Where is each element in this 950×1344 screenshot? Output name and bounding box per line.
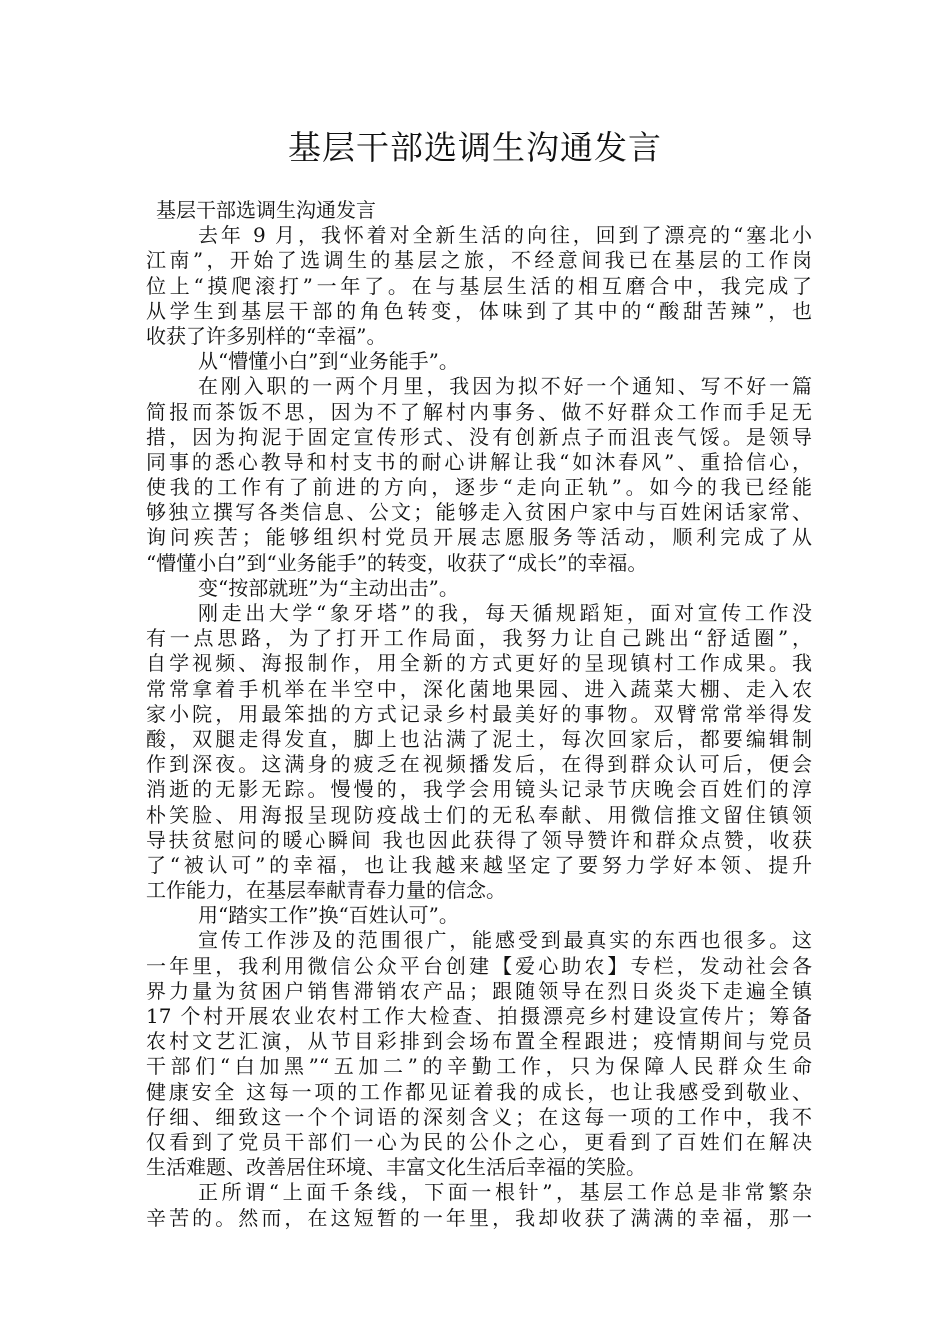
paragraph-line: “懵懂小白”到“业务能手”的转变，收获了“成长”的幸福。 xyxy=(146,550,648,575)
paragraph-line: 收获了许多别样的“幸福”。 xyxy=(146,323,387,348)
section-heading: 变“按部就班”为“主动出击”。 xyxy=(198,575,459,600)
paragraph-line: 去年 9 月，我怀着对全新生活的向往，回到了漂亮的“塞北小 xyxy=(198,223,812,248)
paragraph-line: 同事的悉心教导和村支书的耐心讲解让我“如沐春风”、重拾信心， xyxy=(146,449,812,474)
paragraph-line: 自学视频、海报制作，用全新的方式更好的呈现镇村工作成果。我 xyxy=(146,651,812,676)
document-body xyxy=(146,198,812,1231)
paragraph-line: 了“被认可”的幸福，也让我越来越坚定了要努力学好本领、提升 xyxy=(146,852,812,877)
paragraph-line: 农村文艺汇演，从节目彩排到会场布置全程跟进；疫情期间与党员 xyxy=(146,1029,812,1054)
paragraph-line: 仔细、细致这一个个词语的深刻含义；在这每一项的工作中，我不 xyxy=(146,1104,812,1129)
paragraph-line: 17 个村开展农业农村工作大检查、拍摄漂亮乡村建设宣传片；筹备 xyxy=(146,1004,812,1028)
paragraph-line: 工作能力，在基层奉献青春力量的信念。 xyxy=(146,878,506,903)
paragraph-line: 界力量为贫困户销售滞销农产品；跟随领导在烈日炎炎下走遍全镇 xyxy=(146,978,812,1003)
paragraph-line: 江南”，开始了选调生的基层之旅，不经意间我已在基层的工作岗 xyxy=(146,248,812,273)
body-subtitle: 基层干部选调生沟通发言 xyxy=(156,198,376,222)
paragraph-line: 够独立撰写各类信息、公文；能够走入贫困户家中与百姓闲话家常、 xyxy=(146,500,812,525)
paragraph-line: 健康安全 这每一项的工作都见证着我的成长，也让我感受到敬业、 xyxy=(146,1079,812,1104)
paragraph-line: 导扶贫慰问的暖心瞬间 我也因此获得了领导赞许和群众点赞，收获 xyxy=(146,827,812,852)
paragraph-line: 辛苦的。然而，在这短暂的一年里，我却收获了满满的幸福，那一 xyxy=(146,1205,812,1230)
paragraph-line: 作到深夜。这满身的疲乏在视频播发后，在得到群众认可后，便会 xyxy=(146,752,812,777)
paragraph-line: 措，因为拘泥于固定宣传形式、没有创新点子而沮丧气馁。是领导 xyxy=(146,424,812,449)
paragraph-line: 简报而茶饭不思，因为不了解村内事务、做不好群众工作而手足无 xyxy=(146,399,812,424)
paragraph-line: 消逝的无影无踪。慢慢的，我学会用镜头记录节庆晚会百姓们的淳 xyxy=(146,777,812,802)
paragraph-line: 位上“摸爬滚打”一年了。在与基层生活的相互磨合中，我完成了 xyxy=(146,273,812,298)
paragraph-line: 仅看到了党员干部们一心为民的公仆之心，更看到了百姓们在解决 xyxy=(146,1129,812,1154)
paragraph-line: 使我的工作有了前进的方向，逐步“走向正轨”。如今的我已经能 xyxy=(146,475,812,500)
paragraph-line: 从学生到基层干部的角色转变，体味到了其中的“酸甜苦辣”，也 xyxy=(146,298,812,323)
paragraph-line: 朴笑脸、用海报呈现防疫战士们的无私奉献、用微信推文留住镇领 xyxy=(146,802,812,827)
paragraph-line: 酸，双腿走得发直，脚上也沾满了泥土，每次回家后，都要编辑制 xyxy=(146,726,812,751)
section-heading: 用“踏实工作”换“百姓认可”。 xyxy=(198,903,459,928)
document-title: 基层干部选调生沟通发言 xyxy=(288,128,662,167)
paragraph-line: 刚走出大学“象牙塔”的我，每天循规蹈矩，面对宣传工作没 xyxy=(198,601,812,625)
paragraph-line: 有一点思路，为了打开工作局面，我努力让自己跳出“舒适圈”， xyxy=(146,626,812,651)
paragraph-line: 询问疾苦；能够组织村党员开展志愿服务等活动，顺利完成了从 xyxy=(146,525,812,550)
paragraph-line: 家小院，用最笨拙的方式记录乡村最美好的事物。双臂常常举得发 xyxy=(146,701,812,726)
section-heading: 从“懵懂小白”到“业务能手”。 xyxy=(198,349,459,374)
paragraph-line: 常常拿着手机举在半空中，深化菌地果园、进入蔬菜大棚、走入农 xyxy=(146,676,812,701)
paragraph-line: 宣传工作涉及的范围很广，能感受到最真实的东西也很多。这 xyxy=(198,928,812,953)
paragraph-line: 正所谓“上面千条线，下面一根针”，基层工作总是非常繁杂 xyxy=(198,1180,812,1205)
paragraph-line: 生活难题、改善居住环境、丰富文化生活后幸福的笑脸。 xyxy=(146,1155,646,1180)
paragraph-line: 干部们“白加黑”“五加二”的辛勤工作，只为保障人民群众生命 xyxy=(146,1054,812,1079)
paragraph-line: 一年里，我利用微信公众平台创建【爱心助农】专栏，发动社会各 xyxy=(146,953,812,978)
paragraph-line: 在刚入职的一两个月里，我因为拟不好一个通知、写不好一篇 xyxy=(198,374,812,399)
